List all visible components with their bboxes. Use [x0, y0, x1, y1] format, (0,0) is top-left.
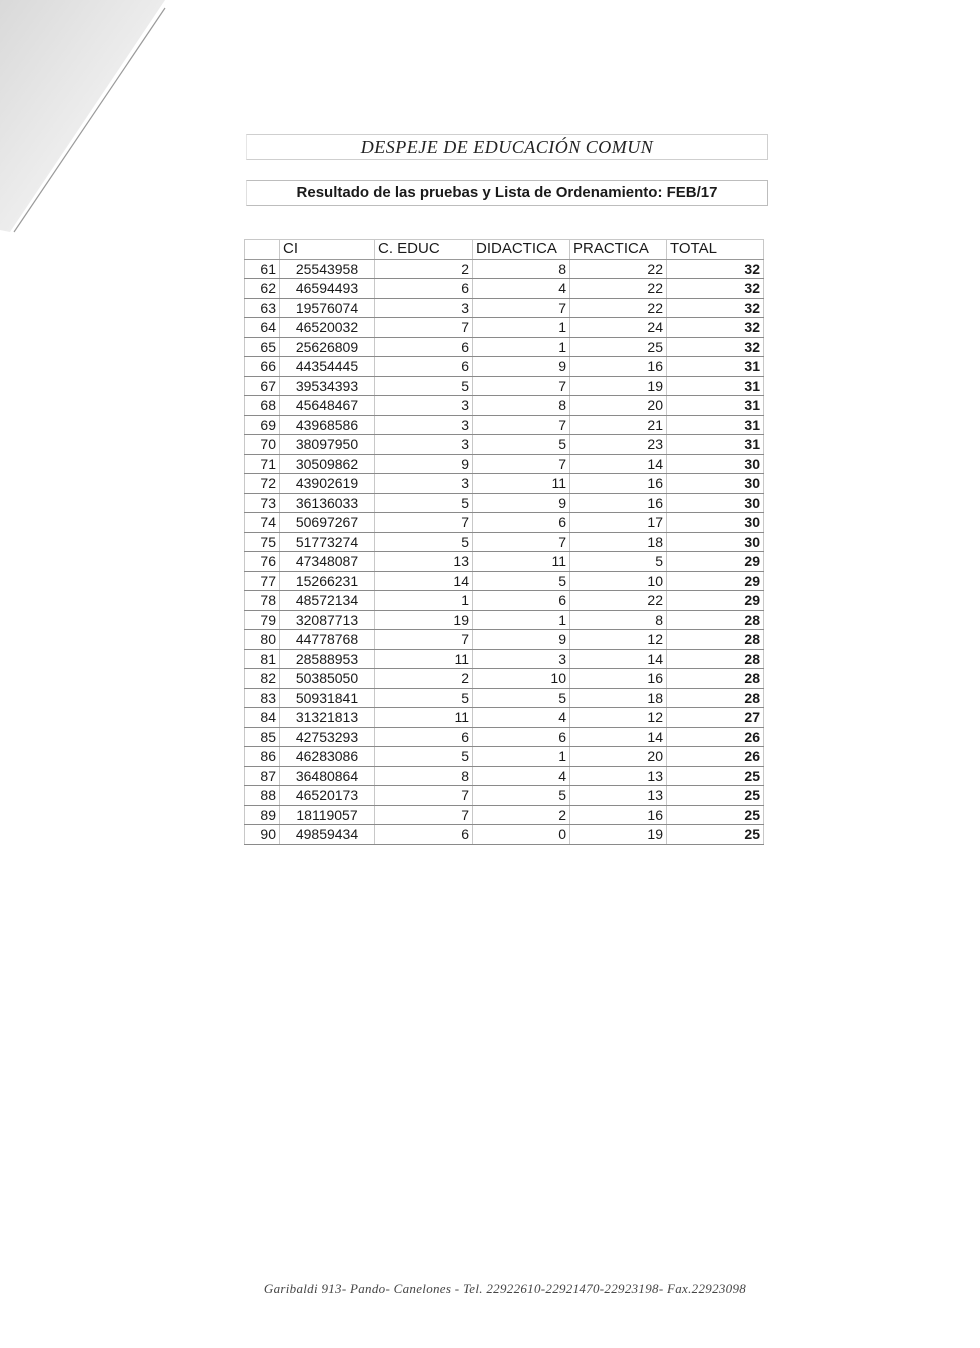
- practica-cell: 17: [570, 513, 667, 533]
- practica-cell: 16: [570, 805, 667, 825]
- total-cell: 31: [667, 435, 764, 455]
- table-row: [245, 591, 764, 611]
- total-cell: 30: [667, 513, 764, 533]
- practica-cell: 13: [570, 786, 667, 806]
- educ-cell: 7: [375, 513, 473, 533]
- table-row: [245, 610, 764, 630]
- didactica-cell: 0: [473, 825, 570, 845]
- educ-cell: 7: [375, 786, 473, 806]
- ci-cell: 38097950: [280, 435, 375, 455]
- didactica-cell: 1: [473, 318, 570, 338]
- didactica-cell: 5: [473, 435, 570, 455]
- didactica-cell: 5: [473, 688, 570, 708]
- practica-cell: 18: [570, 532, 667, 552]
- table-row: [245, 357, 764, 377]
- table-row: [245, 571, 764, 591]
- practica-cell: 10: [570, 571, 667, 591]
- didactica-cell: 7: [473, 376, 570, 396]
- table-row: [245, 415, 764, 435]
- total-cell: 32: [667, 337, 764, 357]
- didactica-cell: 9: [473, 630, 570, 650]
- table-row: [245, 396, 764, 416]
- table-row: [245, 279, 764, 299]
- total-cell: 31: [667, 376, 764, 396]
- table-row: [245, 766, 764, 786]
- row-number: 85: [245, 727, 280, 747]
- educ-cell: 6: [375, 825, 473, 845]
- ci-cell: 25543958: [280, 259, 375, 279]
- ci-cell: 50385050: [280, 669, 375, 689]
- table-row: [245, 649, 764, 669]
- didactica-cell: 1: [473, 610, 570, 630]
- ci-cell: 43902619: [280, 474, 375, 494]
- practica-cell: 8: [570, 610, 667, 630]
- header-ci: CI: [280, 240, 375, 260]
- total-cell: 31: [667, 415, 764, 435]
- ci-cell: 32087713: [280, 610, 375, 630]
- educ-cell: 3: [375, 396, 473, 416]
- results-table: [244, 239, 764, 845]
- total-cell: 28: [667, 630, 764, 650]
- table-row: [245, 259, 764, 279]
- didactica-cell: 11: [473, 552, 570, 572]
- educ-cell: 5: [375, 493, 473, 513]
- didactica-cell: 3: [473, 649, 570, 669]
- row-number: 86: [245, 747, 280, 767]
- results-body: [245, 259, 764, 844]
- practica-cell: 14: [570, 649, 667, 669]
- table-row: [245, 337, 764, 357]
- practica-cell: 12: [570, 630, 667, 650]
- didactica-cell: 5: [473, 571, 570, 591]
- total-cell: 32: [667, 318, 764, 338]
- educ-cell: 5: [375, 688, 473, 708]
- educ-cell: 9: [375, 454, 473, 474]
- ci-cell: 50931841: [280, 688, 375, 708]
- row-number: 72: [245, 474, 280, 494]
- total-cell: 31: [667, 396, 764, 416]
- header-didactica: DIDACTICA: [473, 240, 570, 260]
- didactica-cell: 4: [473, 766, 570, 786]
- practica-cell: 14: [570, 454, 667, 474]
- practica-cell: 16: [570, 669, 667, 689]
- educ-cell: 5: [375, 376, 473, 396]
- ci-cell: 48572134: [280, 591, 375, 611]
- table-row: [245, 298, 764, 318]
- didactica-cell: 6: [473, 513, 570, 533]
- total-cell: 25: [667, 805, 764, 825]
- total-cell: 32: [667, 259, 764, 279]
- didactica-cell: 1: [473, 747, 570, 767]
- didactica-cell: 7: [473, 415, 570, 435]
- ci-cell: 46594493: [280, 279, 375, 299]
- row-number: 84: [245, 708, 280, 728]
- row-number: 68: [245, 396, 280, 416]
- header-educ: C. EDUC: [375, 240, 473, 260]
- didactica-cell: 9: [473, 493, 570, 513]
- educ-cell: 5: [375, 747, 473, 767]
- total-cell: 28: [667, 688, 764, 708]
- educ-cell: 3: [375, 474, 473, 494]
- ci-cell: 45648467: [280, 396, 375, 416]
- educ-cell: 13: [375, 552, 473, 572]
- row-number: 63: [245, 298, 280, 318]
- practica-cell: 5: [570, 552, 667, 572]
- table-row: [245, 454, 764, 474]
- didactica-cell: 7: [473, 454, 570, 474]
- practica-cell: 22: [570, 591, 667, 611]
- total-cell: 25: [667, 825, 764, 845]
- didactica-cell: 5: [473, 786, 570, 806]
- educ-cell: 14: [375, 571, 473, 591]
- ci-cell: 43968586: [280, 415, 375, 435]
- didactica-cell: 4: [473, 279, 570, 299]
- total-cell: 32: [667, 298, 764, 318]
- total-cell: 26: [667, 747, 764, 767]
- row-number: 75: [245, 532, 280, 552]
- didactica-cell: 7: [473, 298, 570, 318]
- ci-cell: 42753293: [280, 727, 375, 747]
- table-row: [245, 805, 764, 825]
- practica-cell: 22: [570, 279, 667, 299]
- total-cell: 30: [667, 454, 764, 474]
- row-number: 82: [245, 669, 280, 689]
- ci-cell: 31321813: [280, 708, 375, 728]
- table-row: [245, 708, 764, 728]
- row-number: 66: [245, 357, 280, 377]
- header-total: TOTAL: [667, 240, 764, 260]
- row-number: 67: [245, 376, 280, 396]
- ci-cell: 44354445: [280, 357, 375, 377]
- row-number: 74: [245, 513, 280, 533]
- total-cell: 29: [667, 591, 764, 611]
- total-cell: 25: [667, 766, 764, 786]
- educ-cell: 6: [375, 357, 473, 377]
- ci-cell: 51773274: [280, 532, 375, 552]
- table-row: [245, 474, 764, 494]
- table-row: [245, 727, 764, 747]
- row-number: 71: [245, 454, 280, 474]
- table-row: [245, 318, 764, 338]
- ci-cell: 46520173: [280, 786, 375, 806]
- educ-cell: 2: [375, 259, 473, 279]
- row-number: 73: [245, 493, 280, 513]
- total-cell: 25: [667, 786, 764, 806]
- practica-cell: 20: [570, 747, 667, 767]
- table-row: [245, 552, 764, 572]
- practica-cell: 21: [570, 415, 667, 435]
- row-number: 64: [245, 318, 280, 338]
- practica-cell: 14: [570, 727, 667, 747]
- row-number: 65: [245, 337, 280, 357]
- didactica-cell: 6: [473, 591, 570, 611]
- didactica-cell: 2: [473, 805, 570, 825]
- ci-cell: 44778768: [280, 630, 375, 650]
- ci-cell: 39534393: [280, 376, 375, 396]
- row-number: 79: [245, 610, 280, 630]
- table-row: [245, 630, 764, 650]
- educ-cell: 7: [375, 318, 473, 338]
- educ-cell: 1: [375, 591, 473, 611]
- ci-cell: 28588953: [280, 649, 375, 669]
- total-cell: 30: [667, 532, 764, 552]
- practica-cell: 13: [570, 766, 667, 786]
- didactica-cell: 10: [473, 669, 570, 689]
- row-number: 81: [245, 649, 280, 669]
- ci-cell: 30509862: [280, 454, 375, 474]
- row-number: 80: [245, 630, 280, 650]
- educ-cell: 7: [375, 805, 473, 825]
- educ-cell: 3: [375, 298, 473, 318]
- row-number: 78: [245, 591, 280, 611]
- header-number: [245, 240, 280, 260]
- educ-cell: 2: [375, 669, 473, 689]
- total-cell: 31: [667, 357, 764, 377]
- row-number: 62: [245, 279, 280, 299]
- educ-cell: 3: [375, 415, 473, 435]
- total-cell: 29: [667, 571, 764, 591]
- educ-cell: 11: [375, 708, 473, 728]
- didactica-cell: 4: [473, 708, 570, 728]
- row-number: 87: [245, 766, 280, 786]
- row-number: 83: [245, 688, 280, 708]
- row-number: 90: [245, 825, 280, 845]
- practica-cell: 20: [570, 396, 667, 416]
- practica-cell: 16: [570, 493, 667, 513]
- total-cell: 30: [667, 474, 764, 494]
- row-number: 89: [245, 805, 280, 825]
- ci-cell: 49859434: [280, 825, 375, 845]
- didactica-cell: 6: [473, 727, 570, 747]
- practica-cell: 24: [570, 318, 667, 338]
- educ-cell: 7: [375, 630, 473, 650]
- ci-cell: 50697267: [280, 513, 375, 533]
- practica-cell: 22: [570, 298, 667, 318]
- educ-cell: 5: [375, 532, 473, 552]
- didactica-cell: 11: [473, 474, 570, 494]
- didactica-cell: 9: [473, 357, 570, 377]
- total-cell: 26: [667, 727, 764, 747]
- ci-cell: 15266231: [280, 571, 375, 591]
- didactica-cell: 8: [473, 259, 570, 279]
- educ-cell: 11: [375, 649, 473, 669]
- table-row: [245, 513, 764, 533]
- practica-cell: 25: [570, 337, 667, 357]
- total-cell: 32: [667, 279, 764, 299]
- didactica-cell: 7: [473, 532, 570, 552]
- total-cell: 30: [667, 493, 764, 513]
- row-number: 61: [245, 259, 280, 279]
- practica-cell: 16: [570, 357, 667, 377]
- document-subtitle: Resultado de las pruebas y Lista de Ordenamiento: FEB/17: [246, 180, 768, 206]
- table-row: [245, 376, 764, 396]
- table-row: [245, 825, 764, 845]
- educ-cell: 19: [375, 610, 473, 630]
- ci-cell: 36480864: [280, 766, 375, 786]
- practica-cell: 19: [570, 376, 667, 396]
- practica-cell: 12: [570, 708, 667, 728]
- ci-cell: 36136033: [280, 493, 375, 513]
- educ-cell: 3: [375, 435, 473, 455]
- total-cell: 28: [667, 669, 764, 689]
- table-header-row: [245, 240, 764, 260]
- total-cell: 28: [667, 649, 764, 669]
- ci-cell: 25626809: [280, 337, 375, 357]
- ci-cell: 47348087: [280, 552, 375, 572]
- row-number: 88: [245, 786, 280, 806]
- educ-cell: 6: [375, 727, 473, 747]
- educ-cell: 6: [375, 279, 473, 299]
- table-row: [245, 688, 764, 708]
- educ-cell: 6: [375, 337, 473, 357]
- table-row: [245, 786, 764, 806]
- practica-cell: 22: [570, 259, 667, 279]
- practica-cell: 18: [570, 688, 667, 708]
- practica-cell: 16: [570, 474, 667, 494]
- practica-cell: 19: [570, 825, 667, 845]
- ci-cell: 19576074: [280, 298, 375, 318]
- practica-cell: 23: [570, 435, 667, 455]
- table-row: [245, 493, 764, 513]
- total-cell: 27: [667, 708, 764, 728]
- row-number: 77: [245, 571, 280, 591]
- document-footer: Garibaldi 913- Pando- Canelones - Tel. 22922610-22921470-22923198- Fax.22923098: [263, 1281, 747, 1296]
- didactica-cell: 8: [473, 396, 570, 416]
- header-practica: PRACTICA: [570, 240, 667, 260]
- row-number: 70: [245, 435, 280, 455]
- table-row: [245, 669, 764, 689]
- educ-cell: 8: [375, 766, 473, 786]
- table-row: [245, 435, 764, 455]
- row-number: 69: [245, 415, 280, 435]
- table-row: [245, 532, 764, 552]
- scan-fold-shadow: [0, 0, 170, 240]
- row-number: 76: [245, 552, 280, 572]
- total-cell: 29: [667, 552, 764, 572]
- total-cell: 28: [667, 610, 764, 630]
- didactica-cell: 1: [473, 337, 570, 357]
- ci-cell: 18119057: [280, 805, 375, 825]
- table-row: [245, 747, 764, 767]
- document-title: DESPEJE DE EDUCACIÓN COMUN: [246, 134, 768, 160]
- ci-cell: 46283086: [280, 747, 375, 767]
- ci-cell: 46520032: [280, 318, 375, 338]
